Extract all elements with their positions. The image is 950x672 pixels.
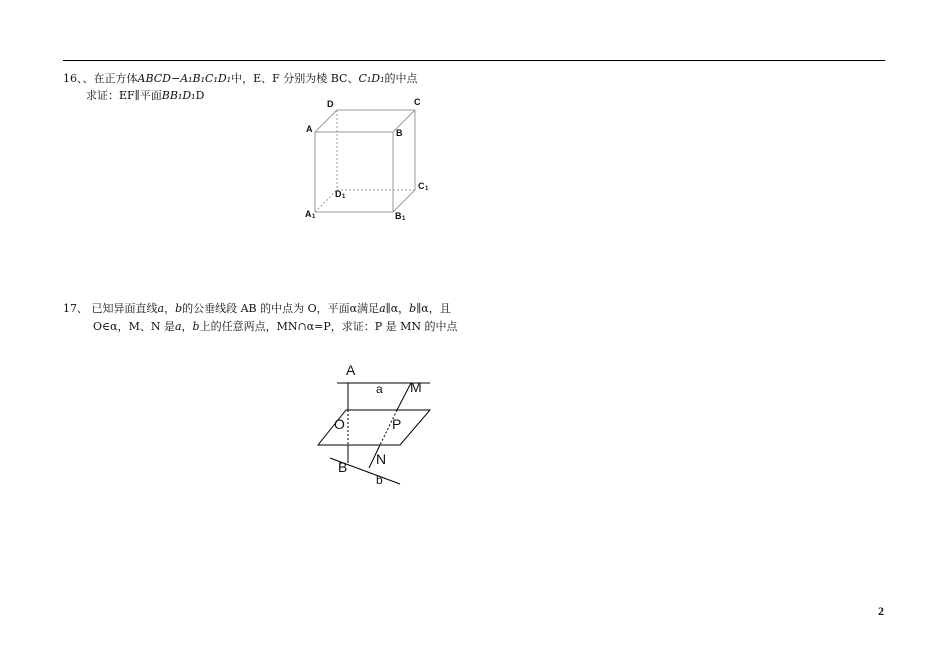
- q16-line1: 16、、在正方体ABCD−A₁B₁C₁D₁中，E、F 分别为棱 BC、C₁D₁的中点: [63, 72, 418, 85]
- cube-label-B: B: [396, 128, 403, 138]
- cube-label-C: C: [414, 97, 421, 107]
- cube-label-A: A: [306, 124, 313, 134]
- q17-line1: 17、 已知异面直线a，b的公垂线段 AB 的中点为 O，平面α满足a∥α，b∥α，且: [63, 302, 451, 315]
- fig2-label-A: A: [346, 362, 356, 378]
- fig2-label-O: O: [334, 416, 345, 432]
- cube-label-D1: D: [335, 189, 342, 199]
- fig2-label-B: B: [338, 459, 348, 475]
- q16-line2: 求证：EF∥平面BB₁D₁D: [86, 89, 205, 102]
- fig2-label-b: b: [376, 473, 383, 487]
- cube-sub-C1: 1: [425, 186, 429, 192]
- fig2-label-a: a: [376, 382, 383, 396]
- page-number: 2: [878, 604, 884, 618]
- fig2-label-P: P: [392, 416, 402, 432]
- fig2-label-N: N: [376, 451, 387, 467]
- q17-line2: O∈α，M、N 是a，b上的任意两点，MN∩α=P，求证：P 是 MN 的中点: [93, 320, 458, 333]
- cube-label-B1: B: [395, 211, 402, 221]
- cube-label-D: D: [327, 99, 334, 109]
- cube-label-C1: C: [418, 181, 425, 191]
- cube-sub-A1: 1: [312, 214, 316, 220]
- cube-sub-D1: 1: [342, 194, 346, 200]
- cube-sub-B1: 1: [402, 216, 406, 222]
- cube-label-A1: A: [305, 209, 312, 219]
- fig2-label-M: M: [410, 379, 422, 395]
